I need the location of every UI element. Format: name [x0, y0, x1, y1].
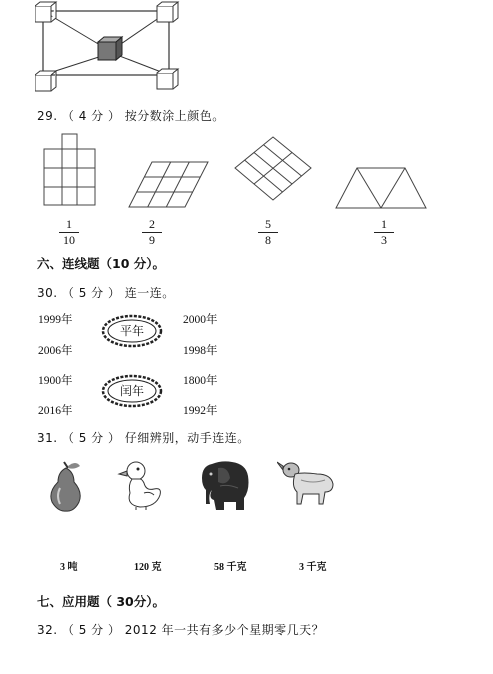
lamb-icon [277, 458, 337, 508]
parallelogram-9-shape [126, 160, 216, 210]
weight-label: 120 克 [134, 562, 162, 573]
weight-label: 3 吨 [60, 562, 78, 573]
q29-title: 29. （ 4 分 ） 按分数涂上颜色。 [37, 109, 225, 123]
section-6-title: 六、连线题（10 分）。 [37, 256, 165, 271]
section-7-title: 七、应用题（ 30分）。 [37, 594, 165, 609]
grid-10-shape [40, 132, 100, 207]
pear-icon [46, 458, 86, 513]
left-year: 1999年 [38, 314, 73, 326]
q32-title: 32. （ 5 分 ） 2012 年一共有多少个星期零几天？ [37, 623, 325, 637]
right-year: 1998年 [183, 345, 218, 357]
cube-diagram [35, 0, 195, 100]
left-year: 2006年 [38, 345, 73, 357]
left-year: 1900年 [38, 375, 73, 387]
left-year: 2016年 [38, 405, 73, 417]
duck-icon [116, 459, 164, 511]
elephant-icon [198, 456, 254, 512]
weight-label: 58 千克 [214, 562, 247, 573]
fraction-1-3: 1 3 [372, 218, 396, 247]
rhombus-8-shape [233, 135, 313, 205]
label-leap-year: 闰年 [119, 384, 144, 398]
fraction-5-8: 5 8 [256, 218, 280, 247]
fraction-1-10: 1 10 [57, 218, 81, 247]
right-year: 1992年 [183, 405, 218, 417]
q31-title: 31. （ 5 分 ） 仔细辨别，动手连连。 [37, 431, 250, 445]
weight-label: 3 千克 [299, 562, 327, 573]
label-common-year: 平年 [119, 324, 144, 338]
right-year: 1800年 [183, 375, 218, 387]
triangle-3-shape [334, 166, 429, 211]
fraction-2-9: 2 9 [140, 218, 164, 247]
right-year: 2000年 [183, 314, 218, 326]
q30-title: 30. （ 5 分 ） 连一连。 [37, 286, 175, 300]
